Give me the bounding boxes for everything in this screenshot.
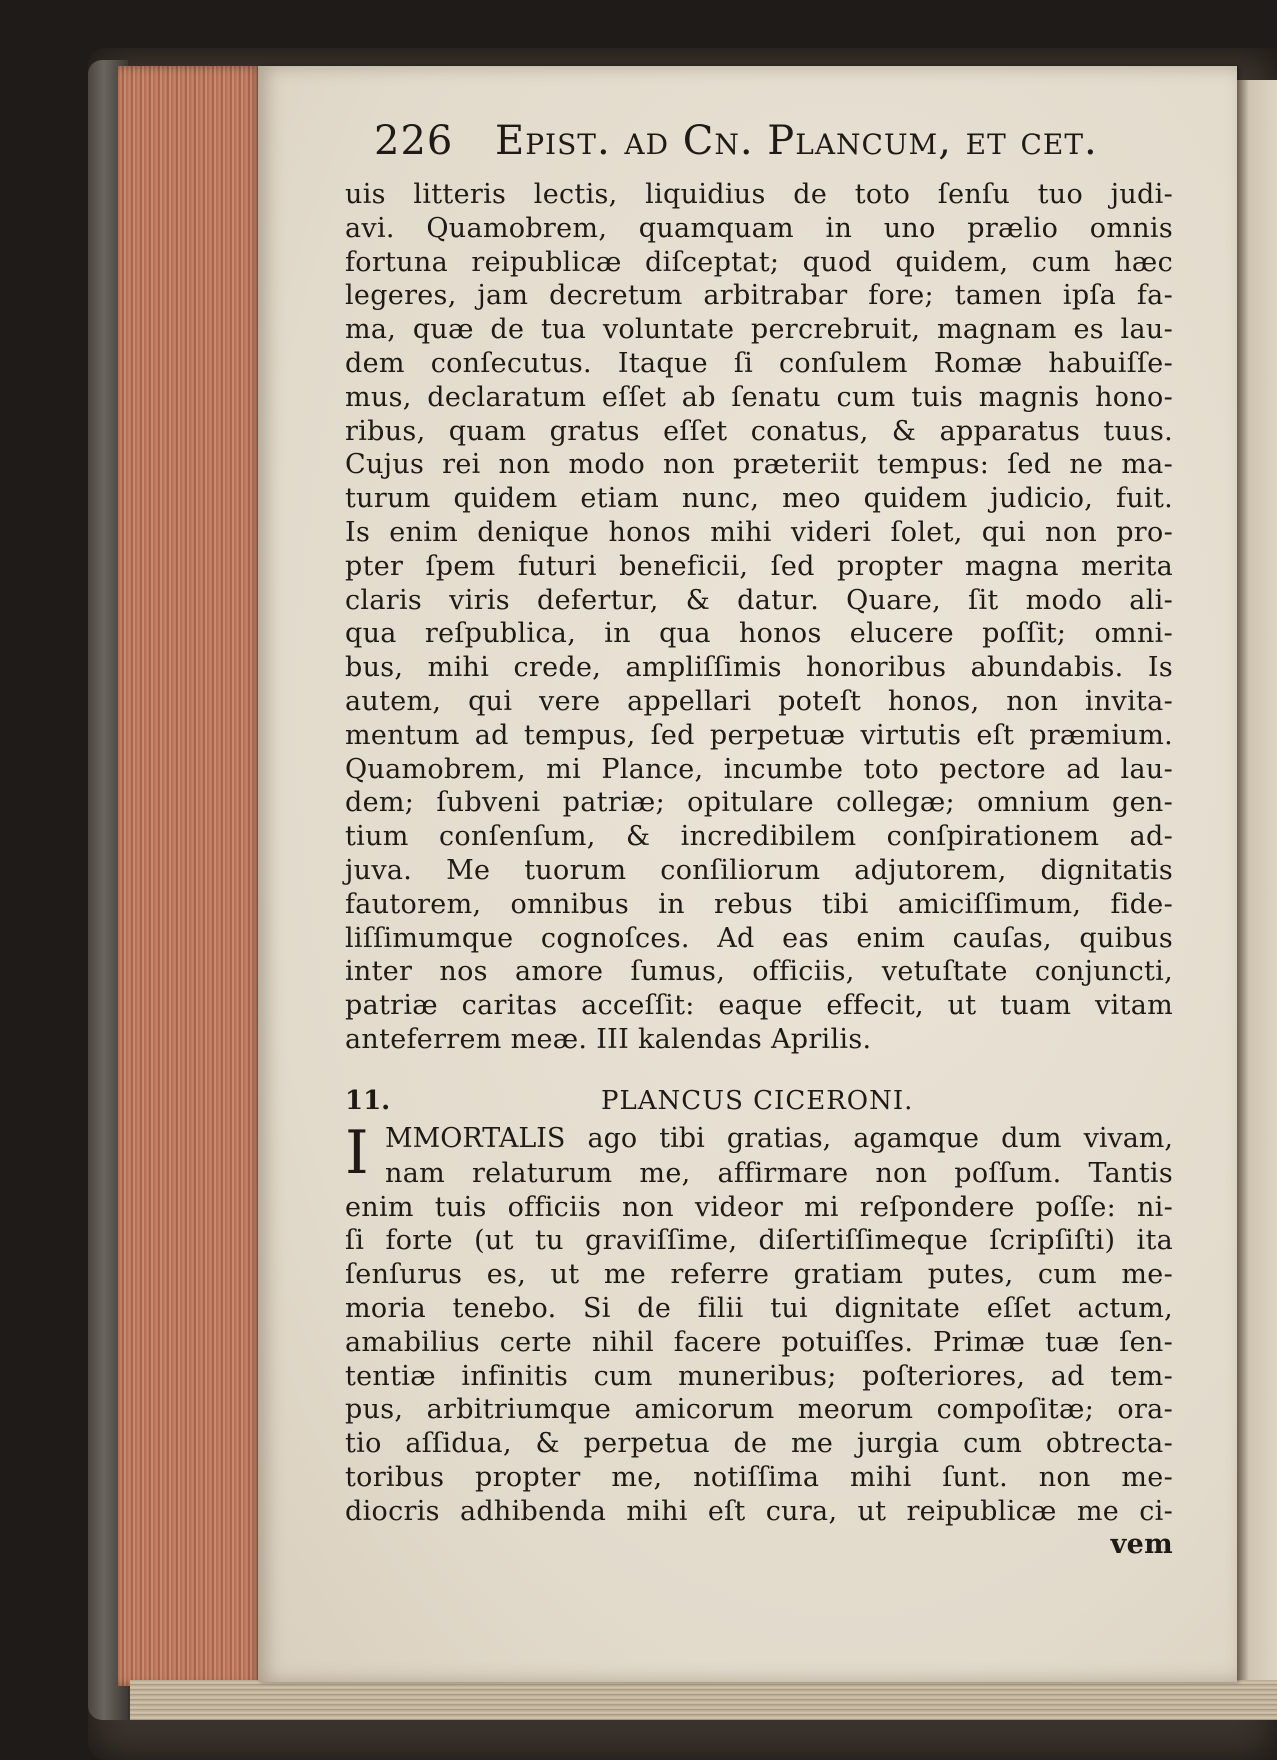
text-line: inter nos amore ſumus, officiis, vetuſtate conjuncti,	[345, 956, 1173, 988]
text-line: autem, qui vere appellari poteſt honos, non invita-	[345, 685, 1173, 717]
letter-address: PLANCUS CICERONI.	[601, 1085, 914, 1116]
letter-2-heading	[345, 1081, 1173, 1121]
drop-cap: I	[345, 1117, 369, 1188]
text-line: dem conſecutus. Itaque ſi conſulem Romæ habuiſſe-	[345, 347, 1173, 379]
text-line: mentum ad tempus, ſed perpetuæ virtutis eſt præmium.	[345, 719, 1173, 751]
text-line: ma, quæ de tua voluntate percrebruit, magnam es lau-	[345, 314, 1173, 346]
text-line: mus, declaratum eſſet ab ſenatu cum tuis magnis hono-	[345, 381, 1173, 413]
letter-number: 11.	[345, 1085, 391, 1116]
text-line: dem; ſubveni patriæ; opitulare collegæ; omnium gen-	[345, 787, 1173, 819]
page-edges-left	[118, 66, 263, 1686]
text-line: fortuna reipublicæ diſceptat; quod quidem, cum hæc	[345, 246, 1173, 278]
text-line: nam relaturum me, affirmare non poſſum. Tantis	[385, 1157, 1173, 1189]
text-line: uis litteris lectis, liquidius de toto ſenſu tuo judi-	[345, 179, 1173, 210]
text-line: pter ſpem futuri beneficii, ſed propter magna merita	[345, 550, 1173, 582]
text-line: qua reſpublica, in qua honos elucere poſſit; omni-	[345, 618, 1173, 650]
text-line: diocris adhibenda mihi eſt cura, ut reipublicæ me ci-	[345, 1495, 1173, 1527]
text-line: anteferrem meæ. III kalendas Aprilis.	[345, 1023, 872, 1055]
text-line: fautorem, omnibus in rebus tibi amiciſſimum, fide-	[345, 888, 1173, 920]
text-line: ſenſurus es, ut me referre gratiam putes, cum me-	[345, 1259, 1173, 1291]
facing-page-edge	[1237, 80, 1277, 1680]
page-number: 226	[374, 118, 454, 164]
text-line: Is enim denique honos mihi videri ſolet, qui non pro-	[345, 516, 1173, 548]
text-line: juva. Me tuorum conſiliorum adjutorem, dignitatis	[345, 854, 1173, 886]
text-line: pus, arbitriumque amicorum meorum compoſitæ; ora-	[345, 1394, 1173, 1426]
page-edges-bottom	[130, 1680, 1277, 1720]
catchword: vem	[1110, 1529, 1173, 1561]
running-head	[345, 118, 1173, 178]
page-text	[345, 118, 1173, 1562]
text-line: amabilius certe nihil facere potuiſſes. Primæ tuæ ſen-	[345, 1326, 1173, 1358]
text-line: legeres, jam decretum arbitrabar fore; tamen ipſa fa-	[345, 280, 1173, 312]
text-line: avi. Quamobrem, quamquam in uno prælio omnis	[345, 212, 1173, 244]
text-line: ſi forte (ut tu graviſſime, diſertiſſimeque ſcripſiſti) ita	[345, 1225, 1173, 1257]
text-line: Quamobrem, mi Plance, incumbe toto pectore ad lau-	[345, 753, 1173, 785]
section-gap	[345, 1057, 1173, 1081]
text-line: ribus, quam gratus eſſet conatus, & apparatus tuus.	[345, 415, 1173, 447]
text-line: toribus propter me, notiſſima mihi ſunt. non me-	[345, 1461, 1173, 1493]
text-line: moria tenebo. Si de filii tui dignitate eſſet actum,	[345, 1292, 1173, 1324]
text-line: tio aſſidua, & perpetua de me jurgia cum obtrecta-	[345, 1428, 1173, 1460]
text-line: enim tuis officiis non videor mi reſpondere poſſe: ni-	[345, 1191, 1173, 1223]
text-line: tium conſenſum, & incredibilem conſpirationem ad-	[345, 821, 1173, 853]
letter-2-body	[345, 1157, 1173, 1529]
text-line: patriæ caritas acceſſit: eaque effecit, ut tuam vitam	[345, 990, 1173, 1022]
text-line: bus, mihi crede, ampliſſimis honoribus abundabis. Is	[345, 652, 1173, 684]
text-line: Cujus rei non modo non præteriit tempus: ſed ne ma-	[345, 449, 1173, 481]
text-line: turum quidem etiam nunc, meo quidem judicio, fuit.	[345, 483, 1173, 515]
text-line: claris viris defertur, & datur. Quare, ſit modo ali-	[345, 584, 1173, 616]
letter-1-body	[345, 178, 1173, 1057]
text-line: tentiæ infinitis cum muneribus; poſteriores, ad tem-	[345, 1360, 1173, 1392]
text-line: MMORTALIS ago tibi gratias, agamque dum vivam,	[385, 1122, 1173, 1154]
text-line: liſſimumque cognoſces. Ad eas enim cauſas, quibus	[345, 922, 1173, 954]
running-title: Epist. ad Cn. Plancum, et cet.	[495, 118, 1098, 164]
